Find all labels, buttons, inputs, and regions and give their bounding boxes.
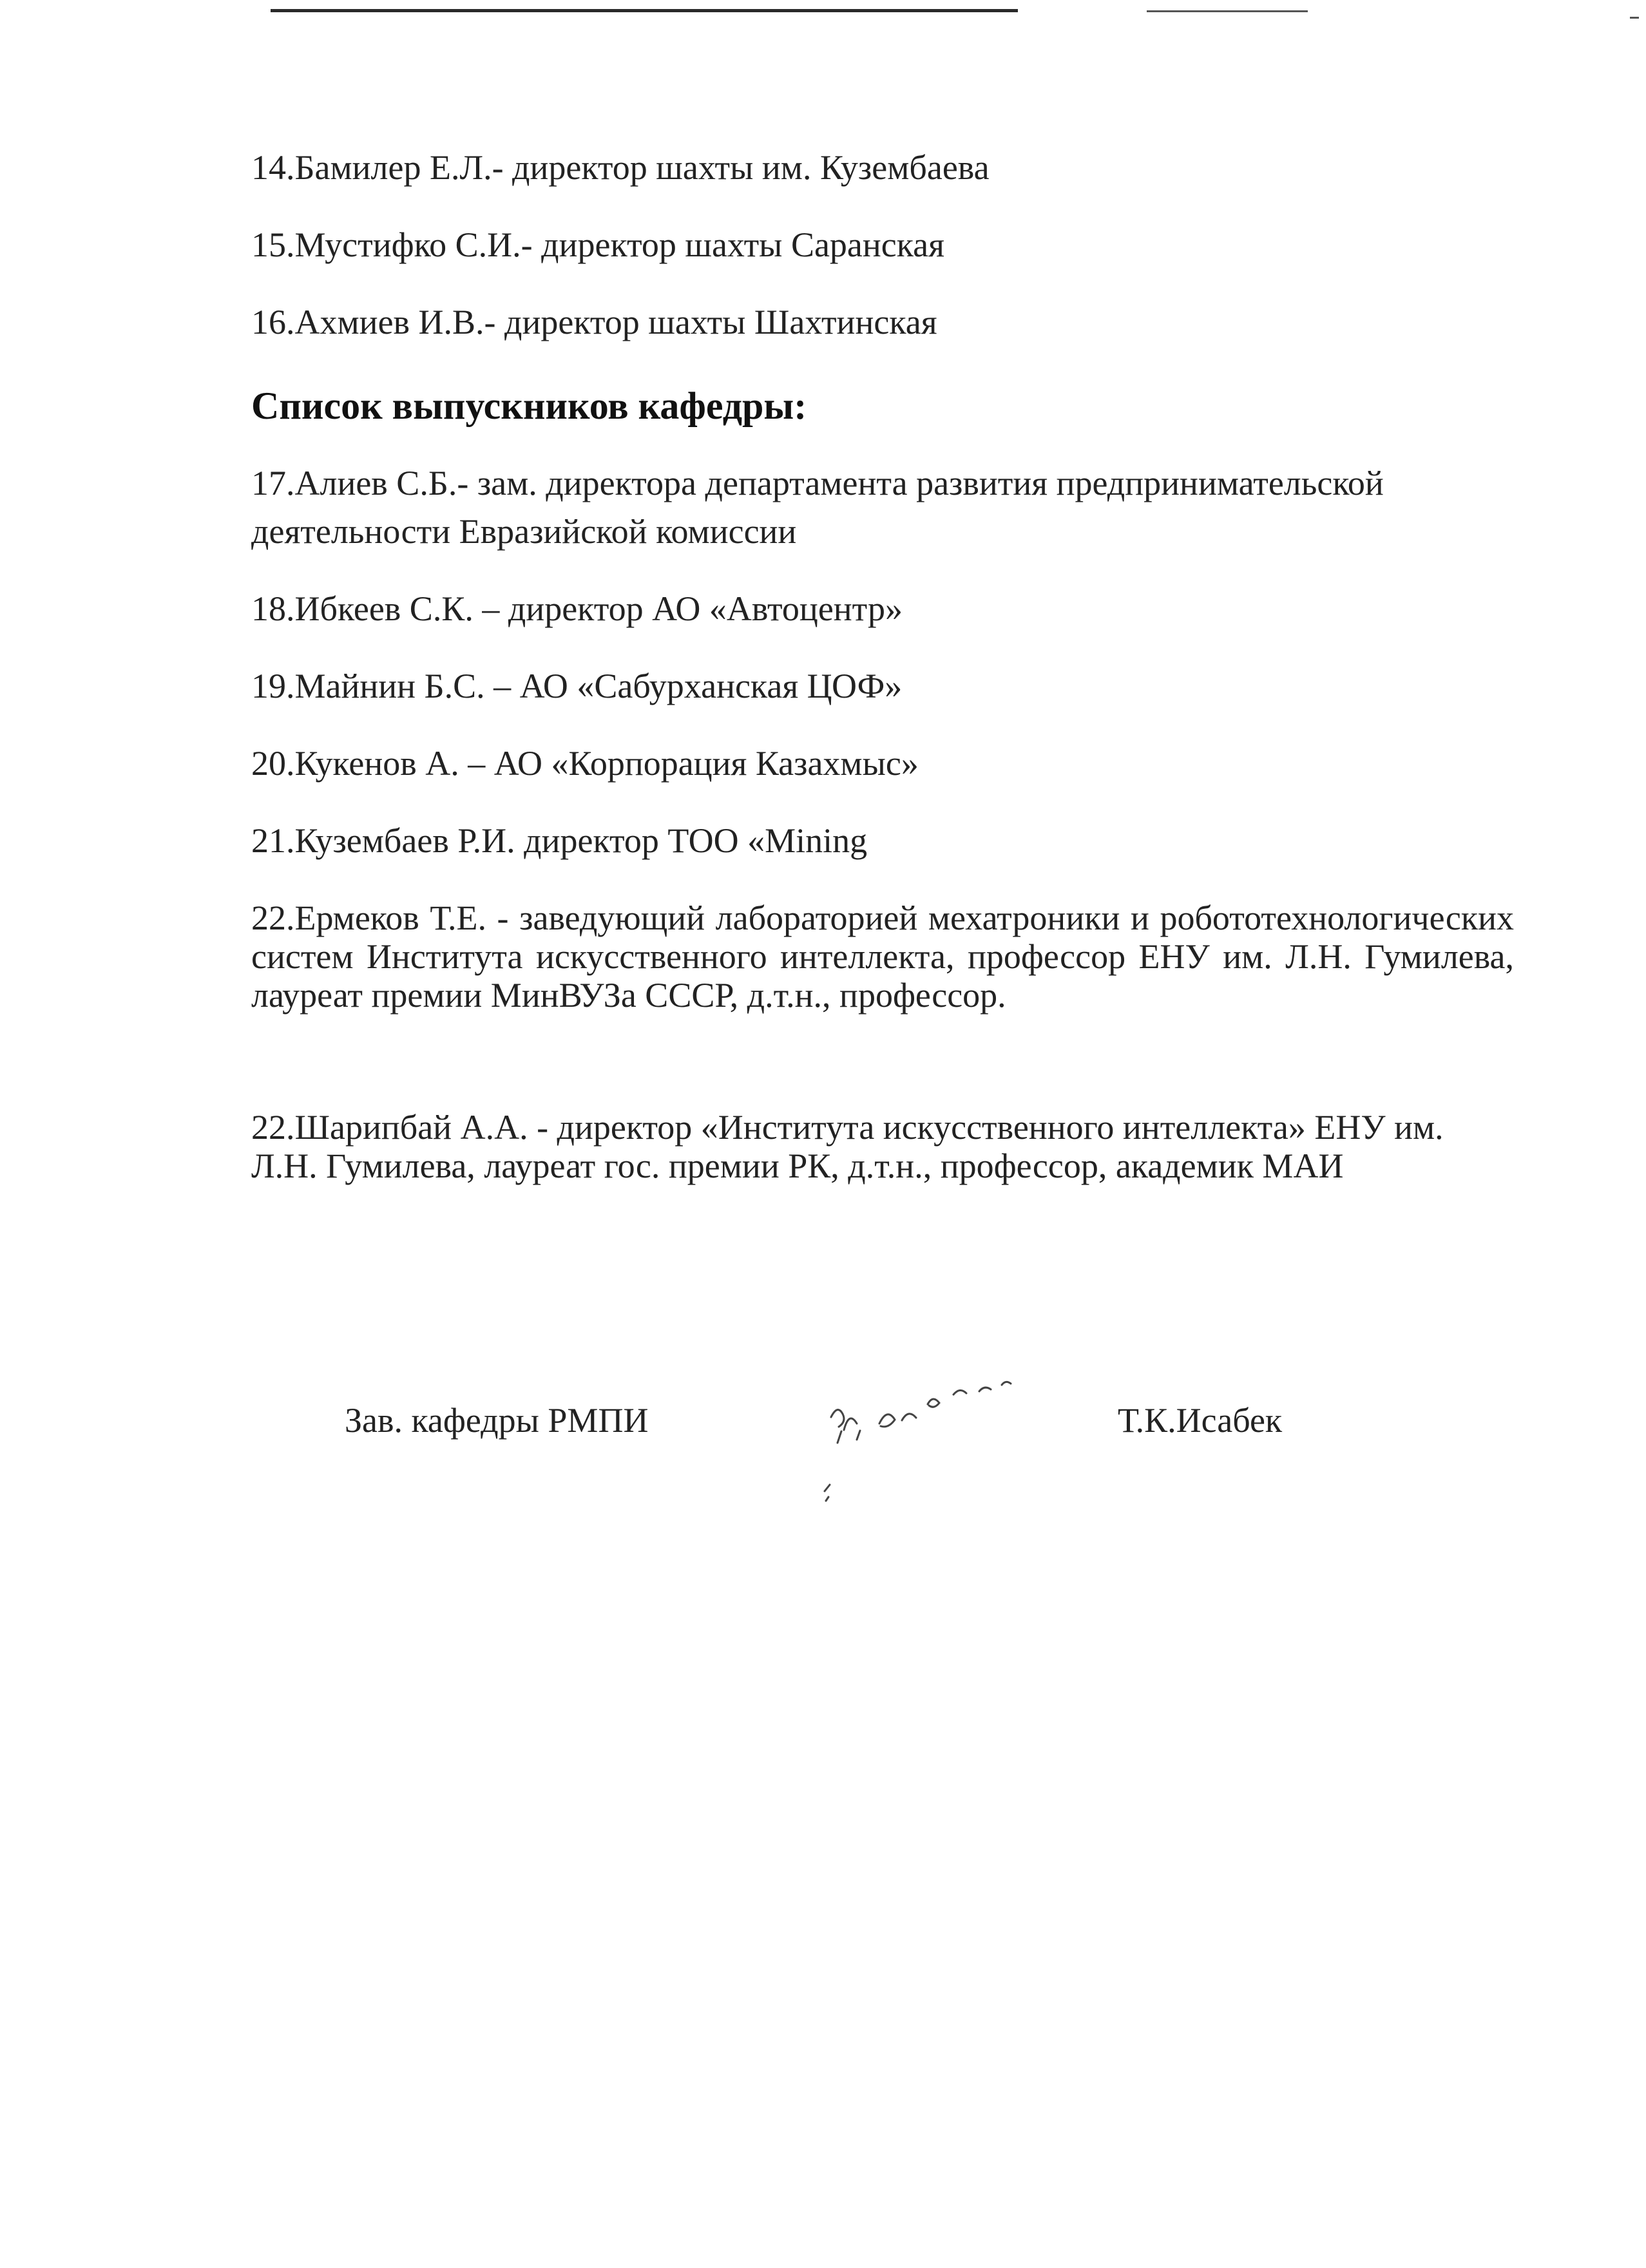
list-item-22-sharipbay: 22.Шарипбай А.А. - директор «Института искусственного интеллекта» ЕНУ им. Л.Н. Гумилева, лауреат гос. премии РК, д.т.н., профессор, академик МАИ [251,1108,1444,1185]
list-item-19: 19.Майнин Б.С. – АО «Сабурханская ЦОФ» [251,667,903,705]
section-heading: Список выпускников кафедры: [251,385,807,427]
list-item-21: 21.Кузембаев Р.И. директор ТОО «Mining [251,821,868,860]
list-item-15: 15.Мустифко С.И.- директор шахты Саранская [251,225,944,264]
list-item-17-line2: деятельности Евразийской комиссии [251,512,797,551]
scan-top-rule [271,9,1018,12]
handwritten-signature [818,1359,1089,1527]
scan-edge-mark [1630,17,1639,19]
list-item-20: 20.Кукенов А. – АО «Корпорация Казахмыс» [251,744,919,783]
list-item-22-yermekov: 22.Ермеков Т.Е. - заведующий лабораторией мехатроники и робототехнологических систем Института искусственного интеллекта, профессор ЕНУ им. Л.Н. Гумилева, лауреат премии МинВУЗа СССР, д.т.н., профессор. [251,899,1514,1015]
signatory-name: Т.К.Исабек [1118,1401,1283,1440]
list-item-16: 16.Ахмиев И.В.- директор шахты Шахтинская [251,303,937,341]
list-item-17-line1: 17.Алиев С.Б.- зам. директора департамента развития предпринимательской [251,464,1384,502]
scan-top-rule-short [1147,10,1308,12]
list-item-18: 18.Ибкеев С.К. – директор АО «Автоцентр» [251,589,903,628]
signatory-position: Зав. кафедры РМПИ [345,1401,649,1440]
list-item-14: 14.Бамилер Е.Л.- директор шахты им. Кузембаева [251,148,990,187]
